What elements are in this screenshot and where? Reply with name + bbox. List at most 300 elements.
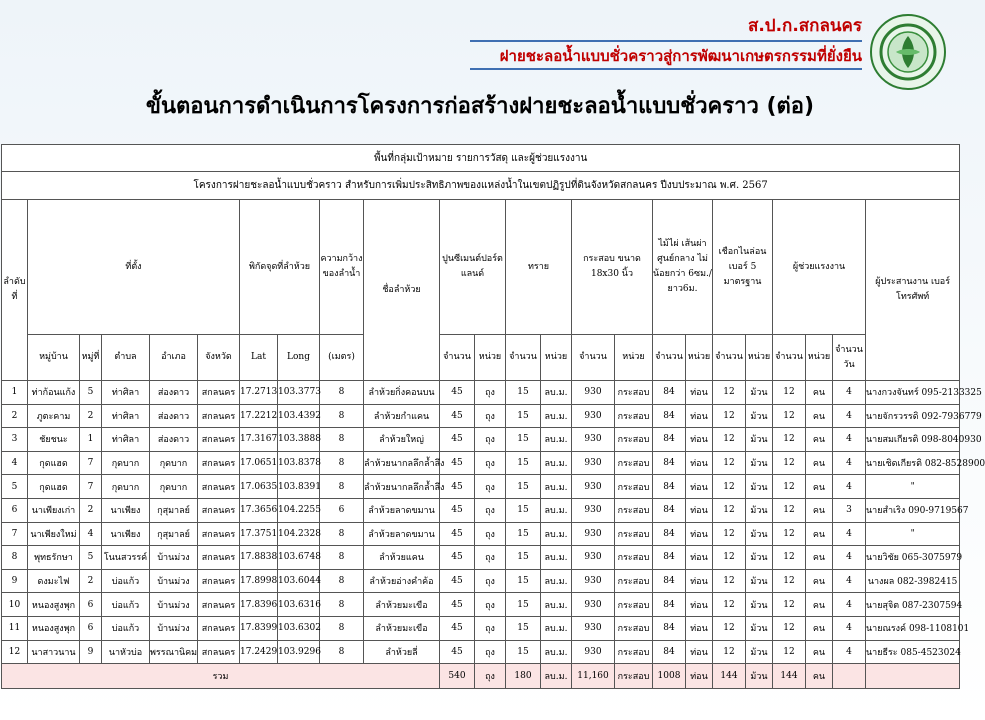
cell-village: หนองสูงพุก: [28, 593, 80, 617]
header-labor-unit: หน่วย: [806, 335, 833, 381]
cell-rope-qty: 12: [713, 381, 746, 405]
cell-sandbag-qty: 930: [572, 428, 615, 452]
cell-village: ชัยชนะ: [28, 428, 80, 452]
cell-long: 103.3888: [278, 428, 320, 452]
cell-province: สกลนคร: [198, 451, 240, 475]
table-row: [2, 640, 960, 664]
header-long: Long: [278, 335, 320, 381]
cell-labor-qty: 12: [773, 381, 806, 405]
cell-bamboo-unit: ท่อน: [686, 593, 713, 617]
cell-stream: ลำห้วยแคน: [364, 546, 440, 570]
cell-cement-qty: 45: [440, 498, 475, 522]
cell-village: ดงมะไฟ: [28, 569, 80, 593]
cell-sand-unit: ลบ.ม.: [541, 569, 572, 593]
cell-amphoe: ส่องดาว: [150, 381, 198, 405]
cell-rope-qty: 12: [713, 428, 746, 452]
cell-lat: 17.2429: [240, 640, 278, 664]
header-cement: ปูนซีเมนต์ปอร์ตแลนด์: [440, 200, 506, 335]
header-order: ลำดับที่: [2, 200, 28, 381]
cell-amphoe: ส่องดาว: [150, 428, 198, 452]
cell-order: 4: [2, 451, 28, 475]
cell-long: 103.6044: [278, 569, 320, 593]
cell-sandbag-qty: 930: [572, 475, 615, 499]
cell-labor-unit: คน: [806, 546, 833, 570]
total-labor-qty: 144: [773, 664, 806, 689]
cell-cement-qty: 45: [440, 640, 475, 664]
cell-coordinator: นายธีระ 085-4523024: [866, 640, 960, 664]
cell-order: 10: [2, 593, 28, 617]
page-title: ขั้นตอนการดำเนินการโครงการก่อสร้างฝายชะลอน้ำแบบชั่วคราว (ต่อ): [145, 94, 815, 119]
total-sand-unit: ลบ.ม.: [541, 664, 572, 689]
cell-labor-days: 4: [833, 428, 866, 452]
cell-bamboo-unit: ท่อน: [686, 616, 713, 640]
cell-cement-unit: ถุง: [475, 404, 506, 428]
cell-sandbag-unit: กระสอบ: [615, 404, 653, 428]
cell-cement-qty: 45: [440, 451, 475, 475]
cell-order: 9: [2, 569, 28, 593]
cell-amphoe: ส่องดาว: [150, 404, 198, 428]
cell-sand-qty: 15: [506, 475, 541, 499]
header-amphoe: อำเภอ: [150, 335, 198, 381]
cell-sand-qty: 15: [506, 640, 541, 664]
cell-labor-days: 4: [833, 451, 866, 475]
table-row: [2, 498, 960, 522]
cell-moo: 6: [80, 593, 102, 617]
cell-sandbag-qty: 930: [572, 522, 615, 546]
cell-stream: ลำห้วยมะเขือ: [364, 616, 440, 640]
header-meters: (เมตร): [320, 335, 364, 381]
cell-sand-unit: ลบ.ม.: [541, 475, 572, 499]
cell-order: 7: [2, 522, 28, 546]
total-row: [2, 664, 960, 689]
table-row: [2, 475, 960, 499]
cell-rope-qty: 12: [713, 569, 746, 593]
cell-tambon: นาเพียง: [102, 498, 150, 522]
cell-sand-qty: 15: [506, 593, 541, 617]
cell-stream: ลำห้วยใหญ่: [364, 428, 440, 452]
cell-sandbag-unit: กระสอบ: [615, 381, 653, 405]
cell-tambon: บ่อแก้ว: [102, 569, 150, 593]
total-label: รวม: [2, 664, 440, 689]
cell-long: 103.8378: [278, 451, 320, 475]
cell-order: 5: [2, 475, 28, 499]
cell-cement-unit: ถุง: [475, 381, 506, 405]
header-rule-bottom: [470, 68, 862, 70]
table-row: [2, 428, 960, 452]
cell-lat: 17.2713: [240, 381, 278, 405]
cell-rope-unit: ม้วน: [746, 522, 773, 546]
cell-rope-unit: ม้วน: [746, 616, 773, 640]
cell-stream: ลำห้วยอ่างคำค้อ: [364, 569, 440, 593]
header-location: ที่ตั้ง: [28, 200, 240, 335]
cell-moo: 2: [80, 498, 102, 522]
cell-labor-unit: คน: [806, 593, 833, 617]
cell-order: 12: [2, 640, 28, 664]
cell-lat: 17.8396: [240, 593, 278, 617]
cell-moo: 1: [80, 428, 102, 452]
cell-amphoe: กุสุมาลย์: [150, 522, 198, 546]
cell-village: กุดแฮด: [28, 451, 80, 475]
header-lat: Lat: [240, 335, 278, 381]
cell-labor-qty: 12: [773, 498, 806, 522]
cell-bamboo-qty: 84: [653, 569, 686, 593]
cell-bamboo-qty: 84: [653, 498, 686, 522]
header-cement-unit: หน่วย: [475, 335, 506, 381]
cell-width: 8: [320, 593, 364, 617]
cell-labor-qty: 12: [773, 428, 806, 452]
cell-sand-qty: 15: [506, 498, 541, 522]
cell-amphoe: กุสุมาลย์: [150, 498, 198, 522]
cell-bamboo-unit: ท่อน: [686, 640, 713, 664]
cell-sand-unit: ลบ.ม.: [541, 381, 572, 405]
cell-long: 103.6748: [278, 546, 320, 570]
header: [0, 0, 960, 80]
cell-tambon: บ่อแก้ว: [102, 593, 150, 617]
org-name: ส.ป.ก.สกลนคร: [747, 16, 862, 36]
cell-labor-unit: คน: [806, 475, 833, 499]
cell-moo: 2: [80, 569, 102, 593]
cell-stream: ลำห้วยลี่: [364, 640, 440, 664]
cell-bamboo-unit: ท่อน: [686, 498, 713, 522]
cell-rope-qty: 12: [713, 404, 746, 428]
cell-moo: 9: [80, 640, 102, 664]
total-cement-qty: 540: [440, 664, 475, 689]
total-sandbag-qty: 11,160: [572, 664, 615, 689]
cell-province: สกลนคร: [198, 546, 240, 570]
cell-moo: 6: [80, 616, 102, 640]
header-coords: พิกัดจุดที่ลำห้วย: [240, 200, 320, 335]
cell-width: 8: [320, 616, 364, 640]
cell-rope-qty: 12: [713, 522, 746, 546]
cell-rope-unit: ม้วน: [746, 546, 773, 570]
header-tambon: ตำบล: [102, 335, 150, 381]
cell-labor-unit: คน: [806, 381, 833, 405]
cell-cement-qty: 45: [440, 569, 475, 593]
cell-coordinator: นายวิชัย 065-3075979: [866, 546, 960, 570]
cell-bamboo-qty: 84: [653, 451, 686, 475]
cell-moo: 5: [80, 381, 102, 405]
header-stream: ชื่อลำห้วย: [364, 200, 440, 381]
alro-seal-icon: [870, 14, 946, 90]
cell-labor-days: 4: [833, 475, 866, 499]
cell-labor-qty: 12: [773, 569, 806, 593]
cell-moo: 7: [80, 451, 102, 475]
table-row: [2, 522, 960, 546]
cell-rope-unit: ม้วน: [746, 569, 773, 593]
cell-bamboo-qty: 84: [653, 593, 686, 617]
cell-sand-unit: ลบ.ม.: [541, 522, 572, 546]
header-rope-unit: หน่วย: [746, 335, 773, 381]
materials-table: [1, 144, 985, 689]
cell-order: 6: [2, 498, 28, 522]
cell-village: กุดแฮด: [28, 475, 80, 499]
cell-long: 103.3773: [278, 381, 320, 405]
cell-cement-qty: 45: [440, 475, 475, 499]
cell-coordinator: ": [866, 475, 960, 499]
cell-lat: 17.8998: [240, 569, 278, 593]
cell-labor-days: 4: [833, 616, 866, 640]
cell-width: 8: [320, 569, 364, 593]
cell-village: ท่าก้อนแก้ง: [28, 381, 80, 405]
cell-sand-qty: 15: [506, 381, 541, 405]
cell-width: 6: [320, 498, 364, 522]
cell-coordinator: นางกวงจันทร์ 095-2133325: [866, 381, 960, 405]
cell-order: 8: [2, 546, 28, 570]
cell-rope-unit: ม้วน: [746, 451, 773, 475]
cell-sandbag-unit: กระสอบ: [615, 546, 653, 570]
cell-cement-qty: 45: [440, 593, 475, 617]
cell-lat: 17.3751: [240, 522, 278, 546]
cell-amphoe: บ้านม่วง: [150, 569, 198, 593]
cell-province: สกลนคร: [198, 475, 240, 499]
cell-width: 8: [320, 404, 364, 428]
table-caption: พื้นที่กลุ่มเป้าหมาย รายการวัสดุ และผู้ช่วยแรงงาน: [2, 145, 960, 172]
header-rope-qty: จำนวน: [713, 335, 746, 381]
header-rule-top: [470, 40, 862, 42]
cell-sandbag-qty: 930: [572, 381, 615, 405]
cell-cement-unit: ถุง: [475, 593, 506, 617]
cell-bamboo-unit: ท่อน: [686, 569, 713, 593]
cell-coordinator: นายสุจิต 087-2307594: [866, 593, 960, 617]
cell-bamboo-qty: 84: [653, 522, 686, 546]
cell-bamboo-qty: 84: [653, 546, 686, 570]
cell-cement-unit: ถุง: [475, 640, 506, 664]
cell-order: 1: [2, 381, 28, 405]
cell-sandbag-unit: กระสอบ: [615, 475, 653, 499]
cell-sand-unit: ลบ.ม.: [541, 546, 572, 570]
cell-coordinator: นายณรงค์ 098-1108101: [866, 616, 960, 640]
cell-sandbag-unit: กระสอบ: [615, 498, 653, 522]
cell-lat: 17.8838: [240, 546, 278, 570]
cell-rope-qty: 12: [713, 546, 746, 570]
cell-labor-qty: 12: [773, 404, 806, 428]
cell-province: สกลนคร: [198, 404, 240, 428]
cell-bamboo-unit: ท่อน: [686, 381, 713, 405]
cell-amphoe: บ้านม่วง: [150, 593, 198, 617]
cell-village: ภูตะคาม: [28, 404, 80, 428]
cell-width: 8: [320, 546, 364, 570]
header-bamboo: ไม้ไผ่ เส้นผ่าศูนย์กลาง ไม่น้อยกว่า 6ซม./ยาว6ม.: [653, 200, 713, 335]
cell-lat: 17.0635: [240, 475, 278, 499]
cell-stream: ลำห้วยลาดขมาน: [364, 522, 440, 546]
cell-bamboo-unit: ท่อน: [686, 428, 713, 452]
cell-bamboo-unit: ท่อน: [686, 475, 713, 499]
cell-bamboo-unit: ท่อน: [686, 546, 713, 570]
cell-stream: ลำห้วยกำแคน: [364, 404, 440, 428]
cell-labor-qty: 12: [773, 522, 806, 546]
cell-village: พุทธรักษา: [28, 546, 80, 570]
cell-province: สกลนคร: [198, 569, 240, 593]
cell-sand-qty: 15: [506, 546, 541, 570]
cell-cement-unit: ถุง: [475, 498, 506, 522]
header-cement-qty: จำนวน: [440, 335, 475, 381]
header-sand-unit: หน่วย: [541, 335, 572, 381]
header-village: หมู่บ้าน: [28, 335, 80, 381]
cell-bamboo-qty: 84: [653, 640, 686, 664]
cell-sand-qty: 15: [506, 404, 541, 428]
cell-sandbag-qty: 930: [572, 498, 615, 522]
cell-village: นาเพียงใหม่: [28, 522, 80, 546]
seal-graphic-icon: [878, 22, 938, 82]
header-coordinator: ผู้ประสานงาน เบอร์โทรศัพท์: [866, 200, 960, 381]
cell-labor-days: 4: [833, 522, 866, 546]
cell-province: สกลนคร: [198, 428, 240, 452]
header-sandbag-unit: หน่วย: [615, 335, 653, 381]
cell-rope-unit: ม้วน: [746, 640, 773, 664]
cell-sand-qty: 15: [506, 616, 541, 640]
cell-moo: 7: [80, 475, 102, 499]
cell-width: 8: [320, 428, 364, 452]
cell-sand-unit: ลบ.ม.: [541, 404, 572, 428]
total-rope-unit: ม้วน: [746, 664, 773, 689]
cell-rope-qty: 12: [713, 640, 746, 664]
table-row: [2, 404, 960, 428]
cell-width: 8: [320, 475, 364, 499]
cell-labor-unit: คน: [806, 616, 833, 640]
cell-sandbag-unit: กระสอบ: [615, 593, 653, 617]
cell-lat: 17.3656: [240, 498, 278, 522]
cell-cement-unit: ถุง: [475, 428, 506, 452]
cell-coordinator: นายสำเริง 090-9719567: [866, 498, 960, 522]
cell-rope-unit: ม้วน: [746, 404, 773, 428]
cell-labor-qty: 12: [773, 593, 806, 617]
cell-lat: 17.2212: [240, 404, 278, 428]
cell-amphoe: พรรณานิคม: [150, 640, 198, 664]
cell-sand-qty: 15: [506, 451, 541, 475]
cell-labor-qty: 12: [773, 546, 806, 570]
cell-village: นาสาวนาน: [28, 640, 80, 664]
total-labor-unit: คน: [806, 664, 833, 689]
cell-sandbag-qty: 930: [572, 546, 615, 570]
cell-long: 103.8391: [278, 475, 320, 499]
cell-sandbag-qty: 930: [572, 569, 615, 593]
cell-rope-qty: 12: [713, 616, 746, 640]
cell-province: สกลนคร: [198, 522, 240, 546]
cell-labor-qty: 12: [773, 475, 806, 499]
cell-labor-unit: คน: [806, 522, 833, 546]
cell-province: สกลนคร: [198, 593, 240, 617]
cell-long: 103.4392: [278, 404, 320, 428]
cell-cement-qty: 45: [440, 616, 475, 640]
cell-labor-days: 4: [833, 546, 866, 570]
cell-lat: 17.0651: [240, 451, 278, 475]
cell-cement-unit: ถุง: [475, 546, 506, 570]
cell-lat: 17.3167: [240, 428, 278, 452]
header-sand-qty: จำนวน: [506, 335, 541, 381]
cell-tambon: ท่าศิลา: [102, 381, 150, 405]
cell-sand-unit: ลบ.ม.: [541, 498, 572, 522]
cell-sand-unit: ลบ.ม.: [541, 428, 572, 452]
cell-sand-unit: ลบ.ม.: [541, 451, 572, 475]
header-width: ความกว้างของลำน้ำ: [320, 200, 364, 335]
table-body: [2, 381, 985, 689]
cell-labor-days: 4: [833, 404, 866, 428]
cell-coordinator: นางผล 082-3982415: [866, 569, 960, 593]
cell-bamboo-qty: 84: [653, 475, 686, 499]
cell-width: 8: [320, 381, 364, 405]
cell-sandbag-unit: กระสอบ: [615, 616, 653, 640]
cell-labor-days: 4: [833, 593, 866, 617]
header-bamboo-unit: หน่วย: [686, 335, 713, 381]
cell-tambon: โนนสวรรค์: [102, 546, 150, 570]
cell-long: 104.2255: [278, 498, 320, 522]
cell-tambon: ท่าศิลา: [102, 404, 150, 428]
cell-labor-qty: 12: [773, 640, 806, 664]
cell-rope-qty: 12: [713, 451, 746, 475]
cell-stream: ลำห้วยลาดขมาน: [364, 498, 440, 522]
header-moo: หมู่ที่: [80, 335, 102, 381]
table-row: [2, 381, 960, 405]
cell-tambon: กุดบาก: [102, 475, 150, 499]
cell-sand-qty: 15: [506, 569, 541, 593]
cell-order: 3: [2, 428, 28, 452]
cell-province: สกลนคร: [198, 498, 240, 522]
cell-long: 103.9296: [278, 640, 320, 664]
cell-bamboo-qty: 84: [653, 404, 686, 428]
cell-sandbag-unit: กระสอบ: [615, 451, 653, 475]
cell-labor-days: 4: [833, 640, 866, 664]
cell-sandbag-qty: 930: [572, 404, 615, 428]
header-sandbag-qty: จำนวน: [572, 335, 615, 381]
cell-rope-qty: 12: [713, 593, 746, 617]
cell-rope-unit: ม้วน: [746, 475, 773, 499]
cell-order: 11: [2, 616, 28, 640]
table-row: [2, 451, 960, 475]
header-labor-days: จำนวนวัน: [833, 335, 866, 381]
total-cement-unit: ถุง: [475, 664, 506, 689]
cell-coordinator: ": [866, 522, 960, 546]
header-sandbag: กระสอบ ขนาด 18x30 นิ้ว: [572, 200, 653, 335]
cell-bamboo-unit: ท่อน: [686, 451, 713, 475]
cell-cement-qty: 45: [440, 404, 475, 428]
cell-labor-qty: 12: [773, 451, 806, 475]
header-labor-qty: จำนวน: [773, 335, 806, 381]
cell-sandbag-qty: 930: [572, 616, 615, 640]
cell-tambon: นาเพียง: [102, 522, 150, 546]
cell-coordinator: นายเชิดเกียรติ 082-8528900: [866, 451, 960, 475]
cell-moo: 4: [80, 522, 102, 546]
cell-sand-unit: ลบ.ม.: [541, 616, 572, 640]
cell-stream: ลำห้วยนากลลึกล้ำลึง: [364, 451, 440, 475]
cell-sand-qty: 15: [506, 522, 541, 546]
cell-labor-unit: คน: [806, 428, 833, 452]
cell-long: 103.6302: [278, 616, 320, 640]
cell-rope-unit: ม้วน: [746, 428, 773, 452]
header-labor: ผู้ช่วยแรงงาน: [773, 200, 866, 335]
cell-rope-unit: ม้วน: [746, 498, 773, 522]
table-row: [2, 546, 960, 570]
cell-cement-unit: ถุง: [475, 451, 506, 475]
cell-sandbag-qty: 930: [572, 593, 615, 617]
cell-cement-unit: ถุง: [475, 616, 506, 640]
cell-cement-qty: 45: [440, 522, 475, 546]
cell-sandbag-unit: กระสอบ: [615, 640, 653, 664]
cell-lat: 17.8399: [240, 616, 278, 640]
cell-sandbag-qty: 930: [572, 451, 615, 475]
cell-bamboo-qty: 84: [653, 428, 686, 452]
cell-sand-unit: ลบ.ม.: [541, 593, 572, 617]
cell-sandbag-unit: กระสอบ: [615, 569, 653, 593]
materials-table-wrapper: [1, 144, 985, 689]
header-subtitle: ฝายชะลอน้ำแบบชั่วคราวสู่การพัฒนาเกษตรกรรมที่ยั่งยืน: [499, 47, 862, 65]
cell-moo: 5: [80, 546, 102, 570]
total-days: [833, 664, 866, 689]
cell-amphoe: บ้านม่วง: [150, 616, 198, 640]
cell-amphoe: กุดบาก: [150, 475, 198, 499]
cell-labor-unit: คน: [806, 404, 833, 428]
total-bamboo-qty: 1008: [653, 664, 686, 689]
table-subcaption: โครงการฝายชะลอน้ำแบบชั่วคราว สำหรับการเพิ่มประสิทธิภาพของแหล่งน้ำในเขตปฏิรูปที่ดินจังหวัดสกลนคร ปีงบประมาณ พ.ศ. 2567: [2, 172, 960, 200]
